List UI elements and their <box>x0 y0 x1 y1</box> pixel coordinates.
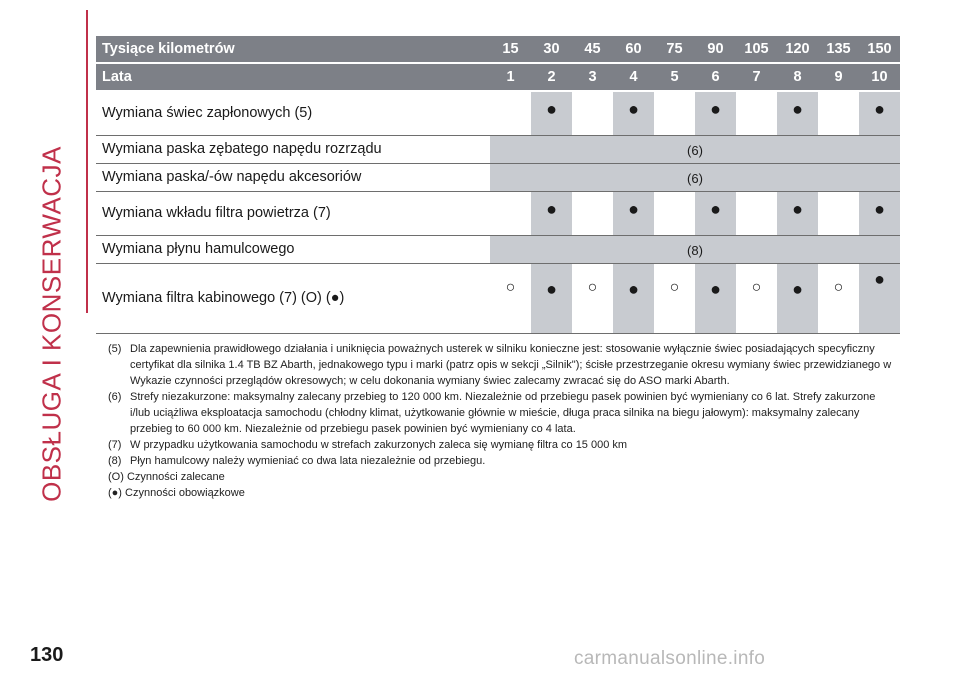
row-label: Wymiana płynu hamulcowego <box>96 235 490 263</box>
header-cell: 75 <box>654 36 695 63</box>
header-cell: 60 <box>613 36 654 63</box>
header-cell: 10 <box>859 63 900 91</box>
mandatory-dot-icon: ● <box>792 198 803 219</box>
header-cell: 7 <box>736 63 777 91</box>
footnote-text: Strefy niezakurzone: maksymalny zalecany przebieg to 120 000 km. Niezależnie od przebiegu pasek powinien być wymieniany co 6 lat. Strefy zakurzone i/lub uciążliwa eksploatacja samochodu (chłodny klimat, użytkowanie głównie w mieście, długa praca silnika na biegu jałowym): maksymalny zalecany przebieg to 60 000 km. Niezależnie od przebiegu pasek powinien być wymieniany co 4 lata. <box>130 391 876 435</box>
footnote <box>108 453 898 469</box>
schedule-cell <box>695 191 736 235</box>
footnote <box>108 485 898 501</box>
header-label: Lata <box>96 63 490 91</box>
mandatory-dot-icon: ● <box>792 99 803 119</box>
footnote-number: (8) <box>108 455 122 467</box>
schedule-cell <box>695 263 736 333</box>
mandatory-dot-icon: ● <box>710 278 721 299</box>
header-cell: 30 <box>531 36 572 63</box>
schedule-cell <box>777 91 818 135</box>
header-row-years <box>96 63 900 91</box>
section-title-text: OBSŁUGA I KONSERWACJA <box>36 146 67 502</box>
interval-note: (6) <box>490 135 900 163</box>
table-row <box>96 263 900 333</box>
schedule-cell <box>777 263 818 333</box>
footnote <box>108 389 898 437</box>
schedule-cell <box>736 191 777 235</box>
footnote-text: (O) Czynności zalecane <box>108 471 225 483</box>
footnotes <box>108 341 898 501</box>
interval-note: (8) <box>490 235 900 263</box>
schedule-cell <box>736 263 777 333</box>
schedule-cell <box>859 263 900 333</box>
header-cell: 2 <box>531 63 572 91</box>
schedule-cell <box>572 263 613 333</box>
table-row <box>96 135 900 163</box>
header-cell: 90 <box>695 36 736 63</box>
mandatory-dot-icon: ● <box>874 198 885 219</box>
mandatory-dot-icon: ● <box>792 278 803 299</box>
mandatory-dot-icon: ● <box>546 278 557 299</box>
footnote-text: (●) Czynności obowiązkowe <box>108 487 245 499</box>
schedule-cell <box>531 263 572 333</box>
header-cell: 5 <box>654 63 695 91</box>
watermark-text: carmanualsonline.info <box>574 648 766 669</box>
header-cell: 4 <box>613 63 654 91</box>
schedule-cell <box>613 191 654 235</box>
header-cell: 120 <box>777 36 818 63</box>
schedule-cell <box>777 191 818 235</box>
footnote <box>108 469 898 485</box>
header-cell: 135 <box>818 36 859 63</box>
recommended-circle-icon: ○ <box>751 278 762 296</box>
schedule-cell <box>613 263 654 333</box>
header-cell: 8 <box>777 63 818 91</box>
maintenance-schedule-table <box>96 36 900 334</box>
recommended-circle-icon: ○ <box>587 278 598 296</box>
table-row <box>96 235 900 263</box>
schedule-cell <box>654 263 695 333</box>
schedule-cell <box>818 91 859 135</box>
header-row-kilometers <box>96 36 900 63</box>
header-cell: 15 <box>490 36 531 63</box>
mandatory-dot-icon: ● <box>710 99 721 119</box>
footnote-number: (6) <box>108 391 122 403</box>
footnote <box>108 437 898 453</box>
mandatory-dot-icon: ● <box>874 268 885 289</box>
footnote-number: (7) <box>108 439 122 451</box>
table-row <box>96 191 900 235</box>
page-number: 130 <box>30 644 64 666</box>
schedule-cell <box>695 91 736 135</box>
interval-note: (6) <box>490 163 900 191</box>
footnote-text: Płyn hamulcowy należy wymieniać co dwa lata niezależnie od przebiegu. <box>130 455 486 467</box>
header-cell: 9 <box>818 63 859 91</box>
footnote-text: W przypadku użytkowania samochodu w strefach zakurzonych zaleca się wymianę filtra co 15 000 km <box>130 439 628 451</box>
schedule-cell <box>613 91 654 135</box>
recommended-circle-icon: ○ <box>505 278 516 296</box>
schedule-cell <box>531 91 572 135</box>
row-label: Wymiana paska/-ów napędu akcesoriów <box>96 163 490 191</box>
schedule-cell <box>818 191 859 235</box>
recommended-circle-icon: ○ <box>669 278 680 296</box>
recommended-circle-icon: ○ <box>833 278 844 296</box>
schedule-cell <box>531 191 572 235</box>
row-label: Wymiana wkładu filtra powietrza (7) <box>96 191 490 235</box>
schedule-cell <box>736 91 777 135</box>
mandatory-dot-icon: ● <box>546 99 557 119</box>
table-row <box>96 91 900 135</box>
schedule-cell <box>654 191 695 235</box>
row-label: Wymiana filtra kabinowego (7) (O) (●) <box>96 263 490 333</box>
schedule-cell <box>490 91 531 135</box>
schedule-cell <box>572 91 613 135</box>
footnote-number: (5) <box>108 343 122 355</box>
schedule-cell <box>490 263 531 333</box>
header-cell: 150 <box>859 36 900 63</box>
schedule-cell <box>572 191 613 235</box>
mandatory-dot-icon: ● <box>628 99 639 119</box>
section-divider <box>86 10 88 313</box>
mandatory-dot-icon: ● <box>628 278 639 299</box>
schedule-cell <box>859 91 900 135</box>
header-label: Tysiące kilometrów <box>96 36 490 63</box>
table-row <box>96 163 900 191</box>
row-label: Wymiana paska zębatego napędu rozrządu <box>96 135 490 163</box>
schedule-cell <box>490 191 531 235</box>
schedule-cell <box>859 191 900 235</box>
header-cell: 6 <box>695 63 736 91</box>
schedule-cell <box>654 91 695 135</box>
header-cell: 3 <box>572 63 613 91</box>
header-cell: 45 <box>572 36 613 63</box>
mandatory-dot-icon: ● <box>546 198 557 219</box>
row-label: Wymiana świec zapłonowych (5) <box>96 91 490 135</box>
mandatory-dot-icon: ● <box>874 99 885 119</box>
header-cell: 1 <box>490 63 531 91</box>
mandatory-dot-icon: ● <box>710 198 721 219</box>
mandatory-dot-icon: ● <box>628 198 639 219</box>
header-cell: 105 <box>736 36 777 63</box>
footnote-text: Dla zapewnienia prawidłowego działania i uniknięcia poważnych usterek w silniku konieczne jest: stosowanie wyłącznie świec posiadających specyficzny certyfikat dla silnika 1.4 TB BZ Abarth, jednakowego typu i marki (patrz opis w sekcji „Silnik"); ścisłe przestrzeganie okresu wymiany świec przewidzianego w Wykazie czynności przeglądów okresowych; w celu dokonania wymiany świec zalecamy zwracać się do ASO marki Abarth. <box>130 343 892 387</box>
footnote <box>108 341 898 389</box>
schedule-cell <box>818 263 859 333</box>
